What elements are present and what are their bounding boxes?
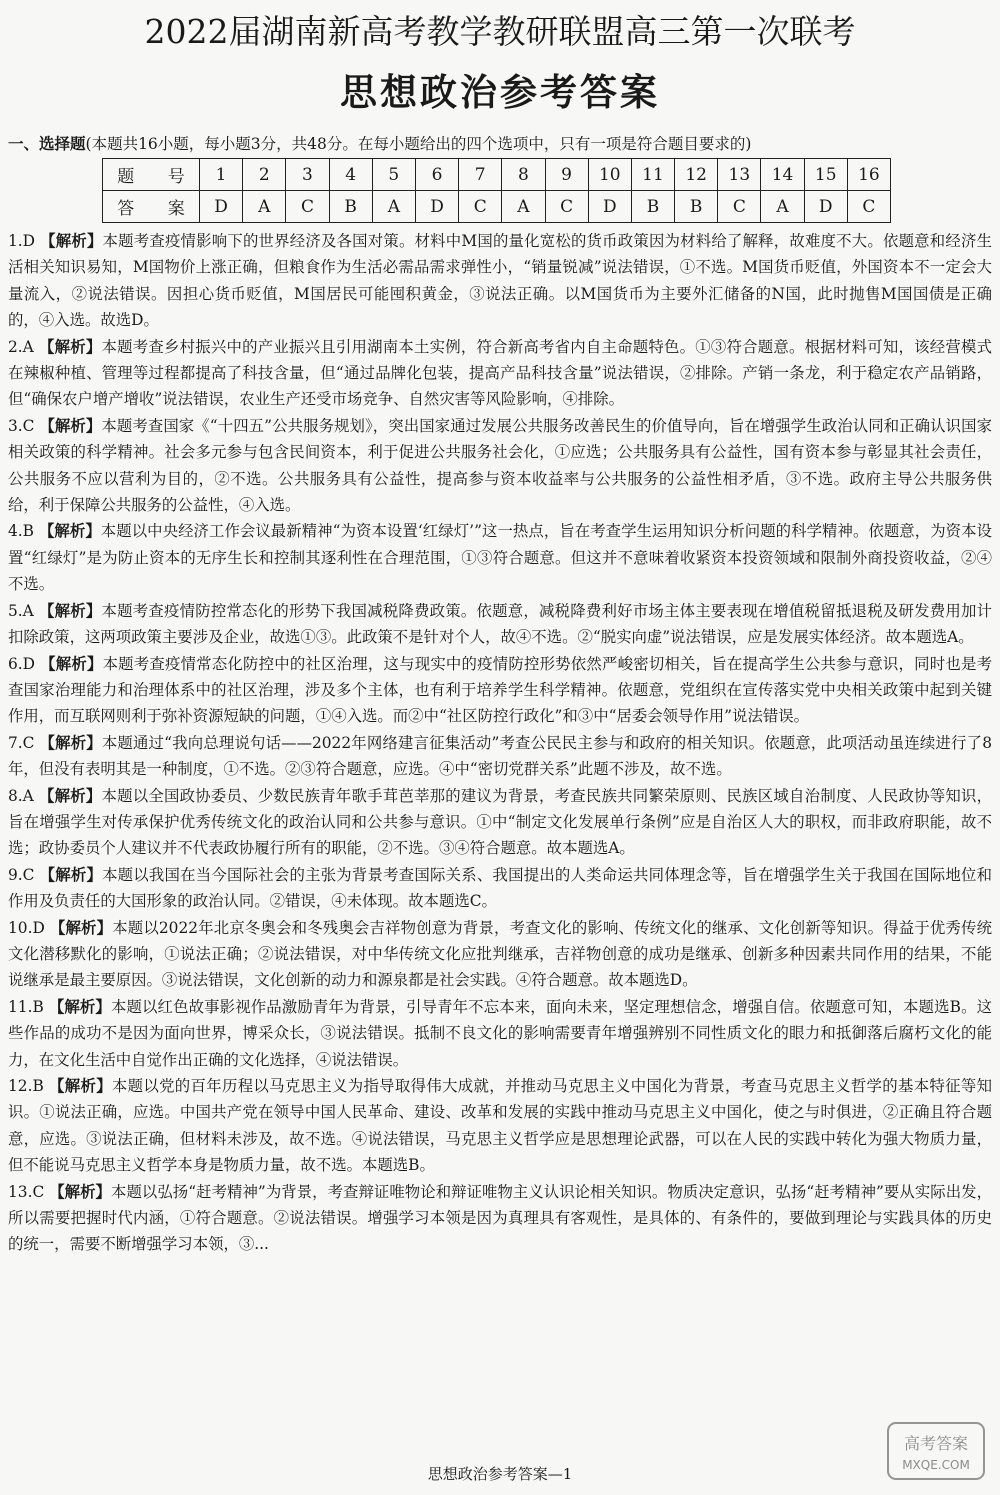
answer-cell: D [588,191,631,223]
item-number: 2.A [8,337,34,356]
question-number-cell: 1 [200,159,243,191]
item-number: 9.C [8,865,35,884]
answer-cell: C [718,191,761,223]
item-text: 本题以2022年北京冬奥会和冬残奥会吉祥物创意为背景，考查文化的影响、传统文化的继承、文化创新等知识。得益于优秀传统文化潜移默化的影响，①说法正确；②说法错误，对中华传统文化应批判继承，吉祥物创意的成功是继承、创新多种因素共同作用的结果，不能说继承是最主要原因。③说法错误，文化创新的动力和源泉都是社会实践。④符合题意。故本题选D。 [8,918,992,990]
item-number: 11.B [8,997,44,1016]
answer-cell: C [545,191,588,223]
stamp-text-cn: 高考答案 [903,1434,969,1453]
analysis-tag: 【解析】 [49,1077,112,1095]
analysis-tag: 【解析】 [49,1182,111,1201]
item-number: 12.B [8,1077,44,1095]
analysis-tag: 【解析】 [39,733,102,752]
answer-cell: C [847,191,890,223]
explanation-item [8,1073,992,1179]
answer-cell: D [804,191,847,223]
question-number-cell: 13 [718,159,761,191]
section-heading [8,132,998,154]
item-number: 6.D [8,654,36,673]
analysis-tag: 【解析】 [38,786,102,805]
item-text: 本题考查乡村振兴中的产业振兴且引用湖南本土实例，符合新高考省内自主命题特色。①③符合题意。根据材料可知，该经营模式在辣椒种植、管理等过程都提高了科技含量，但“通过品牌化包装，提高产品科技含量”说法错误，②排除。产销一条龙，利于稳定农产品销路，但“确保农户增产增收”说法错误，农业生产还受市场竞争、自然灾害等风险影响，④排除。 [8,337,992,409]
question-number-cell: 16 [847,159,890,191]
question-number-cell: 6 [415,159,458,191]
question-number-cell: 8 [502,159,545,191]
answer-cell: D [415,191,458,223]
explanation-item [8,598,992,651]
stamp-text-en: MXQE.COM [902,1458,970,1472]
analysis-tag: 【解析】 [38,522,101,541]
question-number-cell: 2 [243,159,286,191]
analysis-tag: 【解析】 [40,232,103,250]
question-number-cell: 3 [286,159,329,191]
answer-cell: B [631,191,674,223]
item-text: 本题以弘扬“赶考精神”为背景，考查辩证唯物论和辩证唯物主义认识论相关知识。物质决定意识，弘扬“赶考精神”要从实际出发，所以需要把握时代内涵，①符合题意。②说法错误。增强学习本领是因为真理具有客观性，是具体的、有条件的，要做到理论与实践具体的历史的统一，需要不断增强学习本领，③... [8,1182,992,1254]
item-number: 1.D [8,232,36,250]
item-number: 7.C [8,733,35,752]
item-text: 本题以党的百年历程以马克思主义为指导取得伟大成就，并推动马克思主义中国化为背景，考查马克思主义哲学的基本特征等知识。①说法正确，应选。中国共产党在领导中国人民革命、建设、改革和发展的实践中推动马克思主义中国化，使之与时俱进，②正确且符合题意，应选。③说法正确，但材料未涉及，故不选。④说法错误，马克思主义哲学应是思想理论武器，可以在人民的实践中转化为强大物质力量，但不能说马克思主义哲学本身是物质力量，故不选。本题选B。 [8,1077,992,1175]
answer-cell: B [675,191,718,223]
analysis-tag: 【解析】 [39,865,103,884]
analysis-tag: 【解析】 [38,601,102,620]
item-number: 13.C [8,1182,45,1201]
site-stamp-logo [886,1421,986,1481]
section-note: (本题共16小题，每小题3分，共48分。在每小题给出的四个选项中，只有一项是符合题目要求的) [85,135,752,153]
explanation-item [8,783,992,862]
question-number-header: 题 号 [103,159,200,191]
item-text: 本题考查疫情防控常态化的形势下我国减税降费政策。依题意，减税降费利好市场主体主要表现在增值税留抵退税及研发费用加计扣除政策，这两项政策主要涉及企业，故选①③。此政策不是针对个人，故④不选。②“脱实向虚”说法错误，应是发展实体经济。故本题选A。 [8,601,992,647]
answer-cell: D [200,191,243,223]
answer-cell: A [502,191,545,223]
question-number-row [103,159,891,191]
item-number: 5.A [8,601,34,620]
question-number-cell: 7 [459,159,502,191]
explanation-item [8,1179,992,1258]
answer-cell: C [459,191,502,223]
explanation-item [8,994,992,1073]
question-number-cell: 15 [804,159,847,191]
explanation-item [8,915,992,994]
analysis-tag: 【解析】 [49,918,113,937]
item-number: 3.C [8,416,35,435]
analysis-tag: 【解析】 [39,416,102,435]
exam-title: 2022届湖南新高考教学教研联盟高三第一次联考 [144,12,856,51]
question-number-cell: 10 [588,159,631,191]
question-number-cell: 4 [329,159,372,191]
item-text: 本题考查疫情常态化防控中的社区治理，这与现实中的疫情防控形势依然严峻密切相关，旨在提高学生公共参与意识，同时也是考查国家治理能力和治理体系中的社区治理，涉及多个主体，也有利于培养学生科学精神。依题意，党组织在宣传落实党中央相关政策中起到关键作用，而互联网则利于弥补资源短缺的问题，①④入选。而②中“社区防控行政化”和③中“居委会领导作用”说法错误。 [8,654,992,726]
answer-cell: A [761,191,804,223]
item-text: 本题以红色故事影视作品激励青年为背景，引导青年不忘本来，面向未来，坚定理想信念，增强自信。依题意可知，本题选B。这些作品的成功不是因为面向世界，博采众长，③说法错误。抵制不良文化的影响需要青年增强辨别不同性质文化的眼力和抵御落后腐朽文化的能力，在文化生活中自觉作出正确的文化选择，④说法错误。 [8,997,992,1069]
page-footer: 思想政治参考答案—1 [427,1465,573,1483]
question-number-cell: 14 [761,159,804,191]
explanation-item [8,228,992,334]
explanation-item [8,518,992,597]
analysis-tag: 【解析】 [40,654,103,673]
question-number-cell: 11 [631,159,674,191]
item-text: 本题考查疫情影响下的世界经济及各国对策。材料中M国的量化宽松的货币政策因为材料给了解释，故难度不大。依题意和经济生活相关知识易知，M国物价上涨正确，但粮食作为生活必需品需求弹性小，“销量锐减”说法错误，①不选。M国货币贬值，外国资本不一定会大量流入，②说法错误。因担心货币贬值，M国居民可能囤积黄金，③说法正确。以M国货币为主要外汇储备的N国，此时抛售M国国债是正确的，④入选。故选D。 [8,232,992,330]
answer-cell: A [243,191,286,223]
answer-table [102,158,891,223]
analysis-tag: 【解析】 [38,337,102,356]
item-number: 4.B [8,522,34,541]
answer-header: 答 案 [103,191,200,223]
explanation-item [8,413,992,519]
answer-cell: B [329,191,372,223]
item-text: 本题以中央经济工作会议最新精神“为资本设置‘红绿灯’”这一热点，旨在考查学生运用知识分析问题的科学精神。依题意，为资本设置“红绿灯”是为防止资本的无序生长和控制其逐利性在合理范围，①③符合题意。但这并不意味着收紧资本投资领域和限制外商投资收益，②④不选。 [8,522,992,594]
item-text: 本题通过“我向总理说句话——2022年网络建言征集活动”考查公民民主参与和政府的相关知识。依题意，此项活动虽连续进行了8年，但没有表明其是一种制度，①不选。②③符合题意，应选。④中“密切党群关系”此题不涉及，故不选。 [8,733,992,779]
item-text: 本题以我国在当今国际社会的主张为背景考查国际关系、我国提出的人类命运共同体理念等，旨在增强学生关于我国在国际地位和作用及负责任的大国形象的政治认同。②错误，④未体现。故本题选C。 [8,865,992,911]
explanation-list [8,228,992,1258]
explanation-item [8,651,992,730]
explanation-item [8,730,992,783]
explanation-item [8,862,992,915]
question-number-cell: 5 [372,159,415,191]
analysis-tag: 【解析】 [48,997,111,1016]
item-number: 10.D [8,918,45,937]
item-text: 本题以全国政协委员、少数民族青年歌手茸芭莘那的建议为背景，考查民族共同繁荣原则、民族区域自治制度、人民政协等知识，旨在增强学生对传承保护优秀传统文化的政治认同和公共参与意识。①中“制定文化发展单行条例”应是自治区人大的职权，而非政府职能，故不选；政协委员个人建议并不代表政协履行所有的职能，②不选。③④符合题意。故本题选A。 [8,786,992,858]
question-number-cell: 9 [545,159,588,191]
item-text: 本题考查国家《“十四五”公共服务规划》，突出国家通过发展公共服务改善民生的价值导向，旨在增强学生政治认同和正确认识国家相关政策的科学精神。社会多元参与包含民间资本，利于促进公共服务社会化，①应选；公共服务具有公益性，国有资本参与彰显其社会责任，公共服务不应以营利为目的，②不选。公共服务具有公益性，提高参与资本收益率与公共服务的公益性相矛盾，③不选。政府主导公共服务供给，利于保障公共服务的公益性，④入选。 [8,416,992,515]
question-number-cell: 12 [675,159,718,191]
section-label: 一、选择题 [8,135,86,153]
explanation-item [8,334,992,413]
answer-cell: A [372,191,415,223]
answer-cell: C [286,191,329,223]
item-number: 8.A [8,786,34,805]
document-subtitle: 思想政治参考答案 [340,71,660,114]
answer-row [103,191,891,223]
